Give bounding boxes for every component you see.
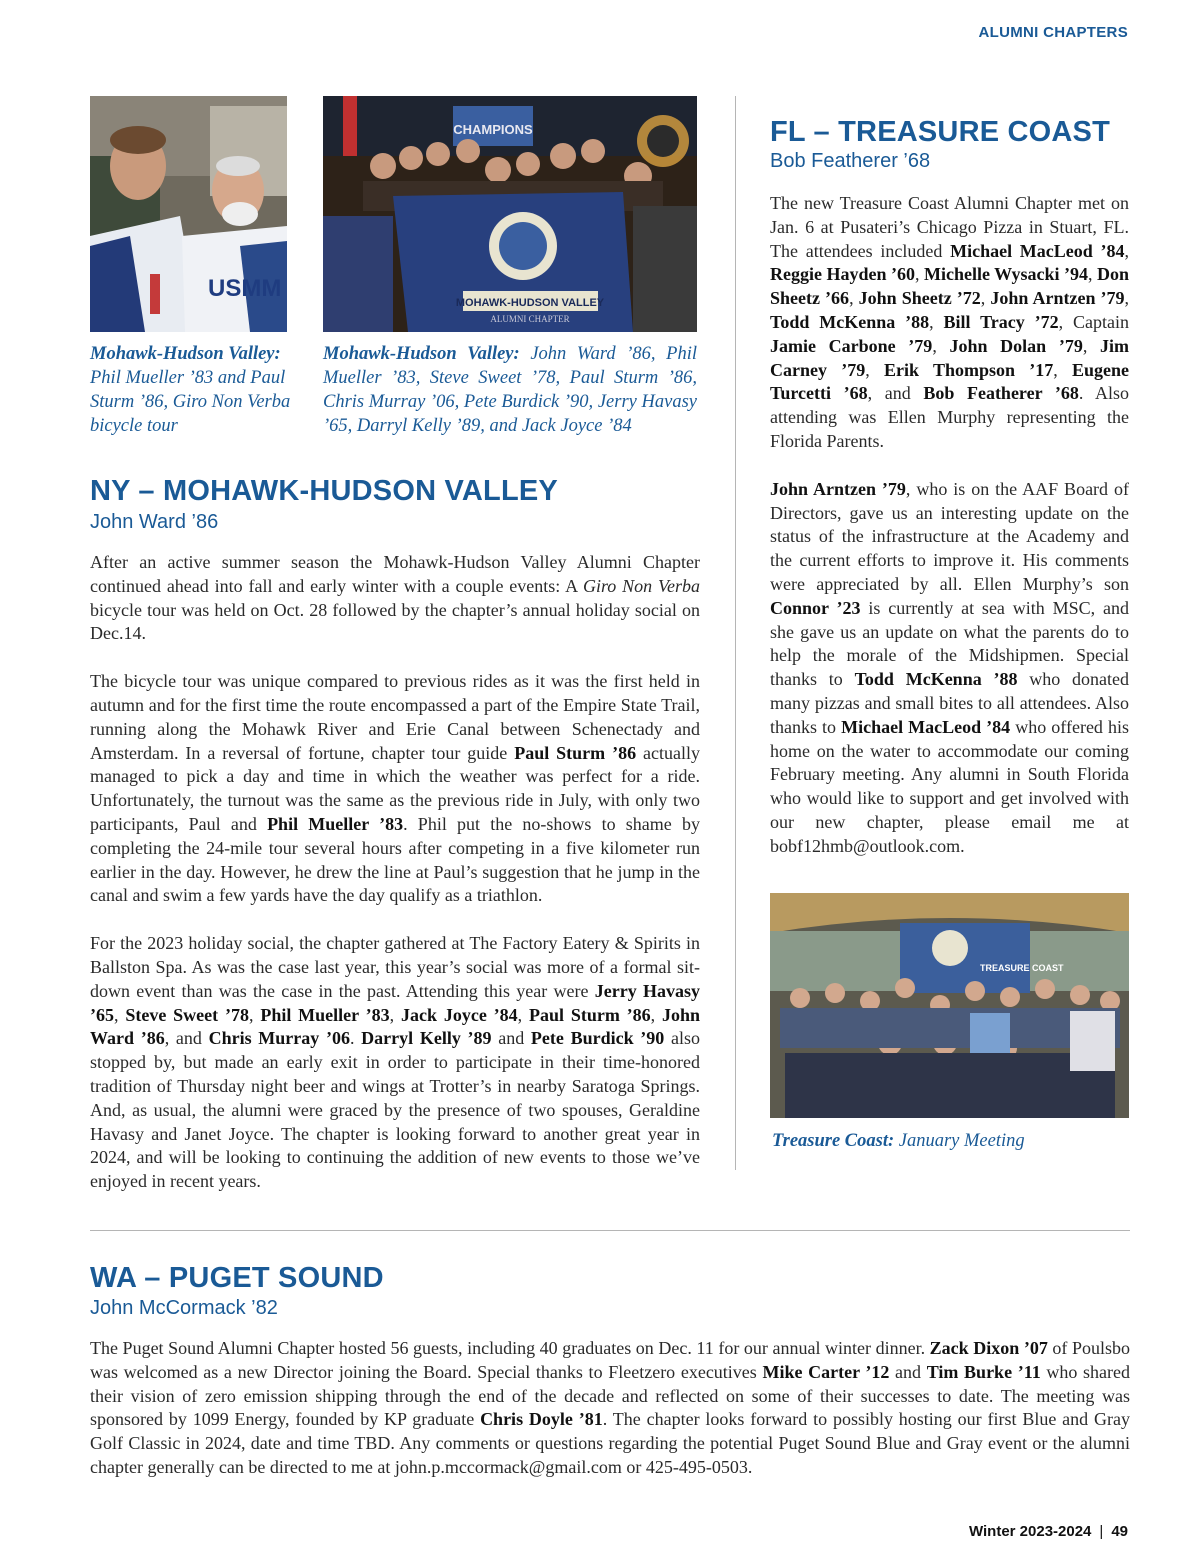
bold-name: John Arntzen ’79 <box>770 478 906 499</box>
fl-paragraph-2: John Arntzen ’79, who is on the AAF Board of Directors, gave us an interesting update on the status of the infrastructure at the Academy and the current efforts to improve it. His comments were appreciated by all. Ellen Murphy’s son Connor ’23 is currently at sea with MSC, and she gave us an update on what the parents do to help the morale of the Midshipmen. Special thanks to Todd McKenna ’88 who donated many pizzas and small bites to all attendees. Also thanks to Michael MacLeod ’84 who offered his home on the water to accommodate our coming February meeting. Any alumni in South Florida who would like to support and get involved with our new chapter, please email me at bobf12hmb@outlook.com. <box>770 478 1130 856</box>
bold-name: Darryl Kelly ’89 <box>361 1028 492 1049</box>
bold-name: Michael MacLeod ’84 <box>950 240 1125 261</box>
jersey-text: USMM <box>208 275 282 302</box>
caption-bike-tour-head: Mohawk-Hudson Valley: <box>90 344 281 364</box>
caption-bike-tour <box>90 342 295 438</box>
ny-paragraph-1: After an active summer season the Mohawk-Hudson Valley Alumni Chapter continued ahead into fall and early winter with a couple events: A Giro Non Verba bicycle tour was held on Oct. 28 followed by the chapter’s annual holiday social on Dec.14. <box>90 552 700 644</box>
caption-bike-tour-body: Phil Mueller ’83 and Paul Sturm ’86, Giro Non Verba bicycle tour <box>90 368 291 436</box>
ny-chapter-byline: John Ward ’86 <box>90 511 219 533</box>
bold-name: Todd McKenna ’88 <box>854 669 1018 690</box>
sign-text: CHAMPIONS <box>453 122 533 137</box>
footer-issue: Winter 2023-2024 <box>968 1523 1092 1540</box>
fl-chapter-title: FL – TREASURE COAST <box>770 116 1111 148</box>
banner-subtext: ALUMNI CHAPTER <box>490 314 570 324</box>
bold-name: John Ward ’86 <box>90 1004 701 1049</box>
fl-chapter-body <box>770 192 1129 859</box>
bold-name: Bob Featherer ’68 <box>923 383 1079 404</box>
caption-group-banner-head: Mohawk-Hudson Valley: <box>323 344 520 364</box>
bold-name: John Arntzen ’79 <box>990 288 1125 309</box>
wa-chapter-byline: John McCormack ’82 <box>90 1297 278 1319</box>
bold-name: John Sheetz ’72 <box>858 288 981 309</box>
bold-name: Phil Mueller ’83 <box>267 813 404 834</box>
bold-name: Jerry Havasy ’65 <box>90 980 700 1025</box>
bold-name: Erik Thompson ’17 <box>884 359 1054 380</box>
caption-treasure-coast-head: Treasure Coast: <box>772 1131 895 1151</box>
bold-name: Zack Dixon ’07 <box>929 1338 1048 1358</box>
ny-paragraph-2: The bicycle tour was unique compared to previous rides as it was the first held in autumn and for the first time the route encompassed a part of the Empire State Trail, running along the Mohawk River and Erie Canal between Schenectady and Amsterdam. In a reversal of fortune, chapter tour guide Paul Sturm ’86 actually managed to pick a day and time in which the weather was perfect for a ride. Unfortunately, the turnout was the same as the previous ride in July, with only two participants, Paul and Phil Mueller ’83. Phil put the no-shows to shame by completing the 24-mile tour several hours after competing in a five kilometer run earlier in the day. However, he drew the line at Paul’s suggestion that he jump in the canal and swim a few yards have the day qualify as a triathlon. <box>90 671 700 906</box>
bold-name: Paul Sturm ’86 <box>514 742 637 763</box>
section-divider <box>90 1230 1130 1231</box>
bold-name: Eugene Turcetti ’68 <box>770 359 1130 404</box>
photo-bike-tour <box>90 96 287 332</box>
bold-name: Chris Doyle ’81 <box>480 1409 603 1430</box>
caption-treasure-coast <box>772 1129 1132 1153</box>
bold-name: Reggie Hayden ’60 <box>770 264 915 285</box>
wa-chapter-title: WA – PUGET SOUND <box>90 1262 384 1294</box>
photo-treasure-coast <box>770 893 1129 1118</box>
wa-chapter-body <box>90 1337 1130 1480</box>
caption-group-banner-body: John Ward ’86, Phil Mueller ’83, Steve Sweet ’78, Paul Sturm ’86, Chris Murray ’06, Pete Burdick ’90, Jerry Havasy ’65, Darryl Kelly ’89, and Jack Joyce ’84 <box>323 344 697 436</box>
bold-name: Jack Joyce ’84 <box>401 1004 518 1025</box>
bold-name: Todd McKenna ’88 <box>770 311 930 332</box>
bold-name: Paul Sturm ’86 <box>529 1004 651 1025</box>
section-label: ALUMNI CHAPTERS <box>978 24 1128 41</box>
bold-name: Michelle Wysacki ’94 <box>924 264 1088 285</box>
ny-chapter-title: NY – MOHAWK-HUDSON VALLEY <box>90 475 558 507</box>
bold-name: Phil Mueller ’83 <box>260 1004 390 1025</box>
wa-paragraph-1: The Puget Sound Alumni Chapter hosted 56 guests, including 40 graduates on Dec. 11 for our annual winter dinner. Zack Dixon ’07 of Poulsbo was welcomed as a new Director joining the Board. Special thanks to Fleetzero executives Mike Carter ’12 and Tim Burke ’11 who shared their vision of zero emission shipping through the end of the decade and reflected on some of their successes to date. The meeting was sponsored by 1099 Energy, founded by KP graduate Chris Doyle ’81. The chapter looks forward to possibly hosting our first Blue and Gray Golf Classic in 2024, date and time TBD. Any comments or questions regarding the potential Puget Sound Blue and Gray event or the alumni chapter generally can be directed to me at john.p.mccormack@gmail.com or 425-495-0503. <box>90 1338 1131 1477</box>
fl-chapter-byline: Bob Featherer ’68 <box>770 150 931 172</box>
caption-treasure-coast-body: January Meeting <box>898 1131 1025 1151</box>
bold-name: Tim Burke ’11 <box>926 1361 1041 1382</box>
bold-name: Bill Tracy ’72 <box>943 311 1059 332</box>
bold-name: Michael MacLeod ’84 <box>841 716 1011 737</box>
bold-name: Jamie Carbone ’79 <box>770 335 933 356</box>
bold-name: Don Sheetz ’66 <box>770 264 1130 309</box>
ny-chapter-body <box>90 551 700 1194</box>
italic-term: Giro Non Verba <box>582 575 700 596</box>
banner-text: MOHAWK-HUDSON VALLEY <box>455 297 605 309</box>
bold-name: Connor ’23 <box>770 597 861 618</box>
bold-name: Jim Carney ’79 <box>770 335 1130 380</box>
footer-page-number: 49 <box>1111 1523 1128 1540</box>
ny-paragraph-3: For the 2023 holiday social, the chapter gathered at The Factory Eatery & Spirits in Ballston Spa. As was the case last year, this year’s social was more of a formal sit-down event than was the case in the past. Attending this year were Jerry Havasy ’65, Steve Sweet ’78, Phil Mueller ’83, Jack Joyce ’84, Paul Sturm ’86, John Ward ’86, and Chris Murray ’06. Darryl Kelly ’89 and Pete Burdick ’90 also stopped by, but made an early exit in order to participate in their time-honored tradition of Thursday night beer and wings at Trotter’s in nearby Saratoga Springs. And, as usual, the alumni were graced by the presence of two spouses, Geraldine Havasy and Janet Joyce. The chapter is looking forward to another great year in 2024, and will be looking to continuing the addition of new events to those we’ve enjoyed in recent years. <box>90 933 701 1192</box>
photo-group-banner <box>323 96 697 332</box>
treasure-banner-text: TREASURE COAST <box>980 963 1064 973</box>
bold-name: Chris Murray ’06 <box>208 1028 350 1049</box>
page-footer <box>969 1523 1128 1540</box>
footer-separator: | <box>1099 1523 1104 1540</box>
bold-name: Pete Burdick ’90 <box>530 1028 665 1049</box>
fl-paragraph-1: The new Treasure Coast Alumni Chapter met on Jan. 6 at Pusateri’s Chicago Pizza in Stuart, FL. The attendees included Michael MacLeod ’84, Reggie Hayden ’60, Michelle Wysacki ’94, Don Sheetz ’66, John Sheetz ’72, John Arntzen ’79, Todd McKenna ’88, Bill Tracy ’72, Captain Jamie Carbone ’79, John Dolan ’79, Jim Carney ’79, Erik Thompson ’17, Eugene Turcetti ’68, and Bob Featherer ’68. Also attending was Ellen Murphy representing the Florida Parents. <box>770 193 1130 451</box>
column-divider <box>735 96 736 1170</box>
bold-name: Steve Sweet ’78 <box>125 1004 249 1025</box>
bold-name: John Dolan ’79 <box>949 335 1083 356</box>
bold-name: Mike Carter ’12 <box>762 1361 890 1382</box>
caption-group-banner <box>323 342 697 438</box>
